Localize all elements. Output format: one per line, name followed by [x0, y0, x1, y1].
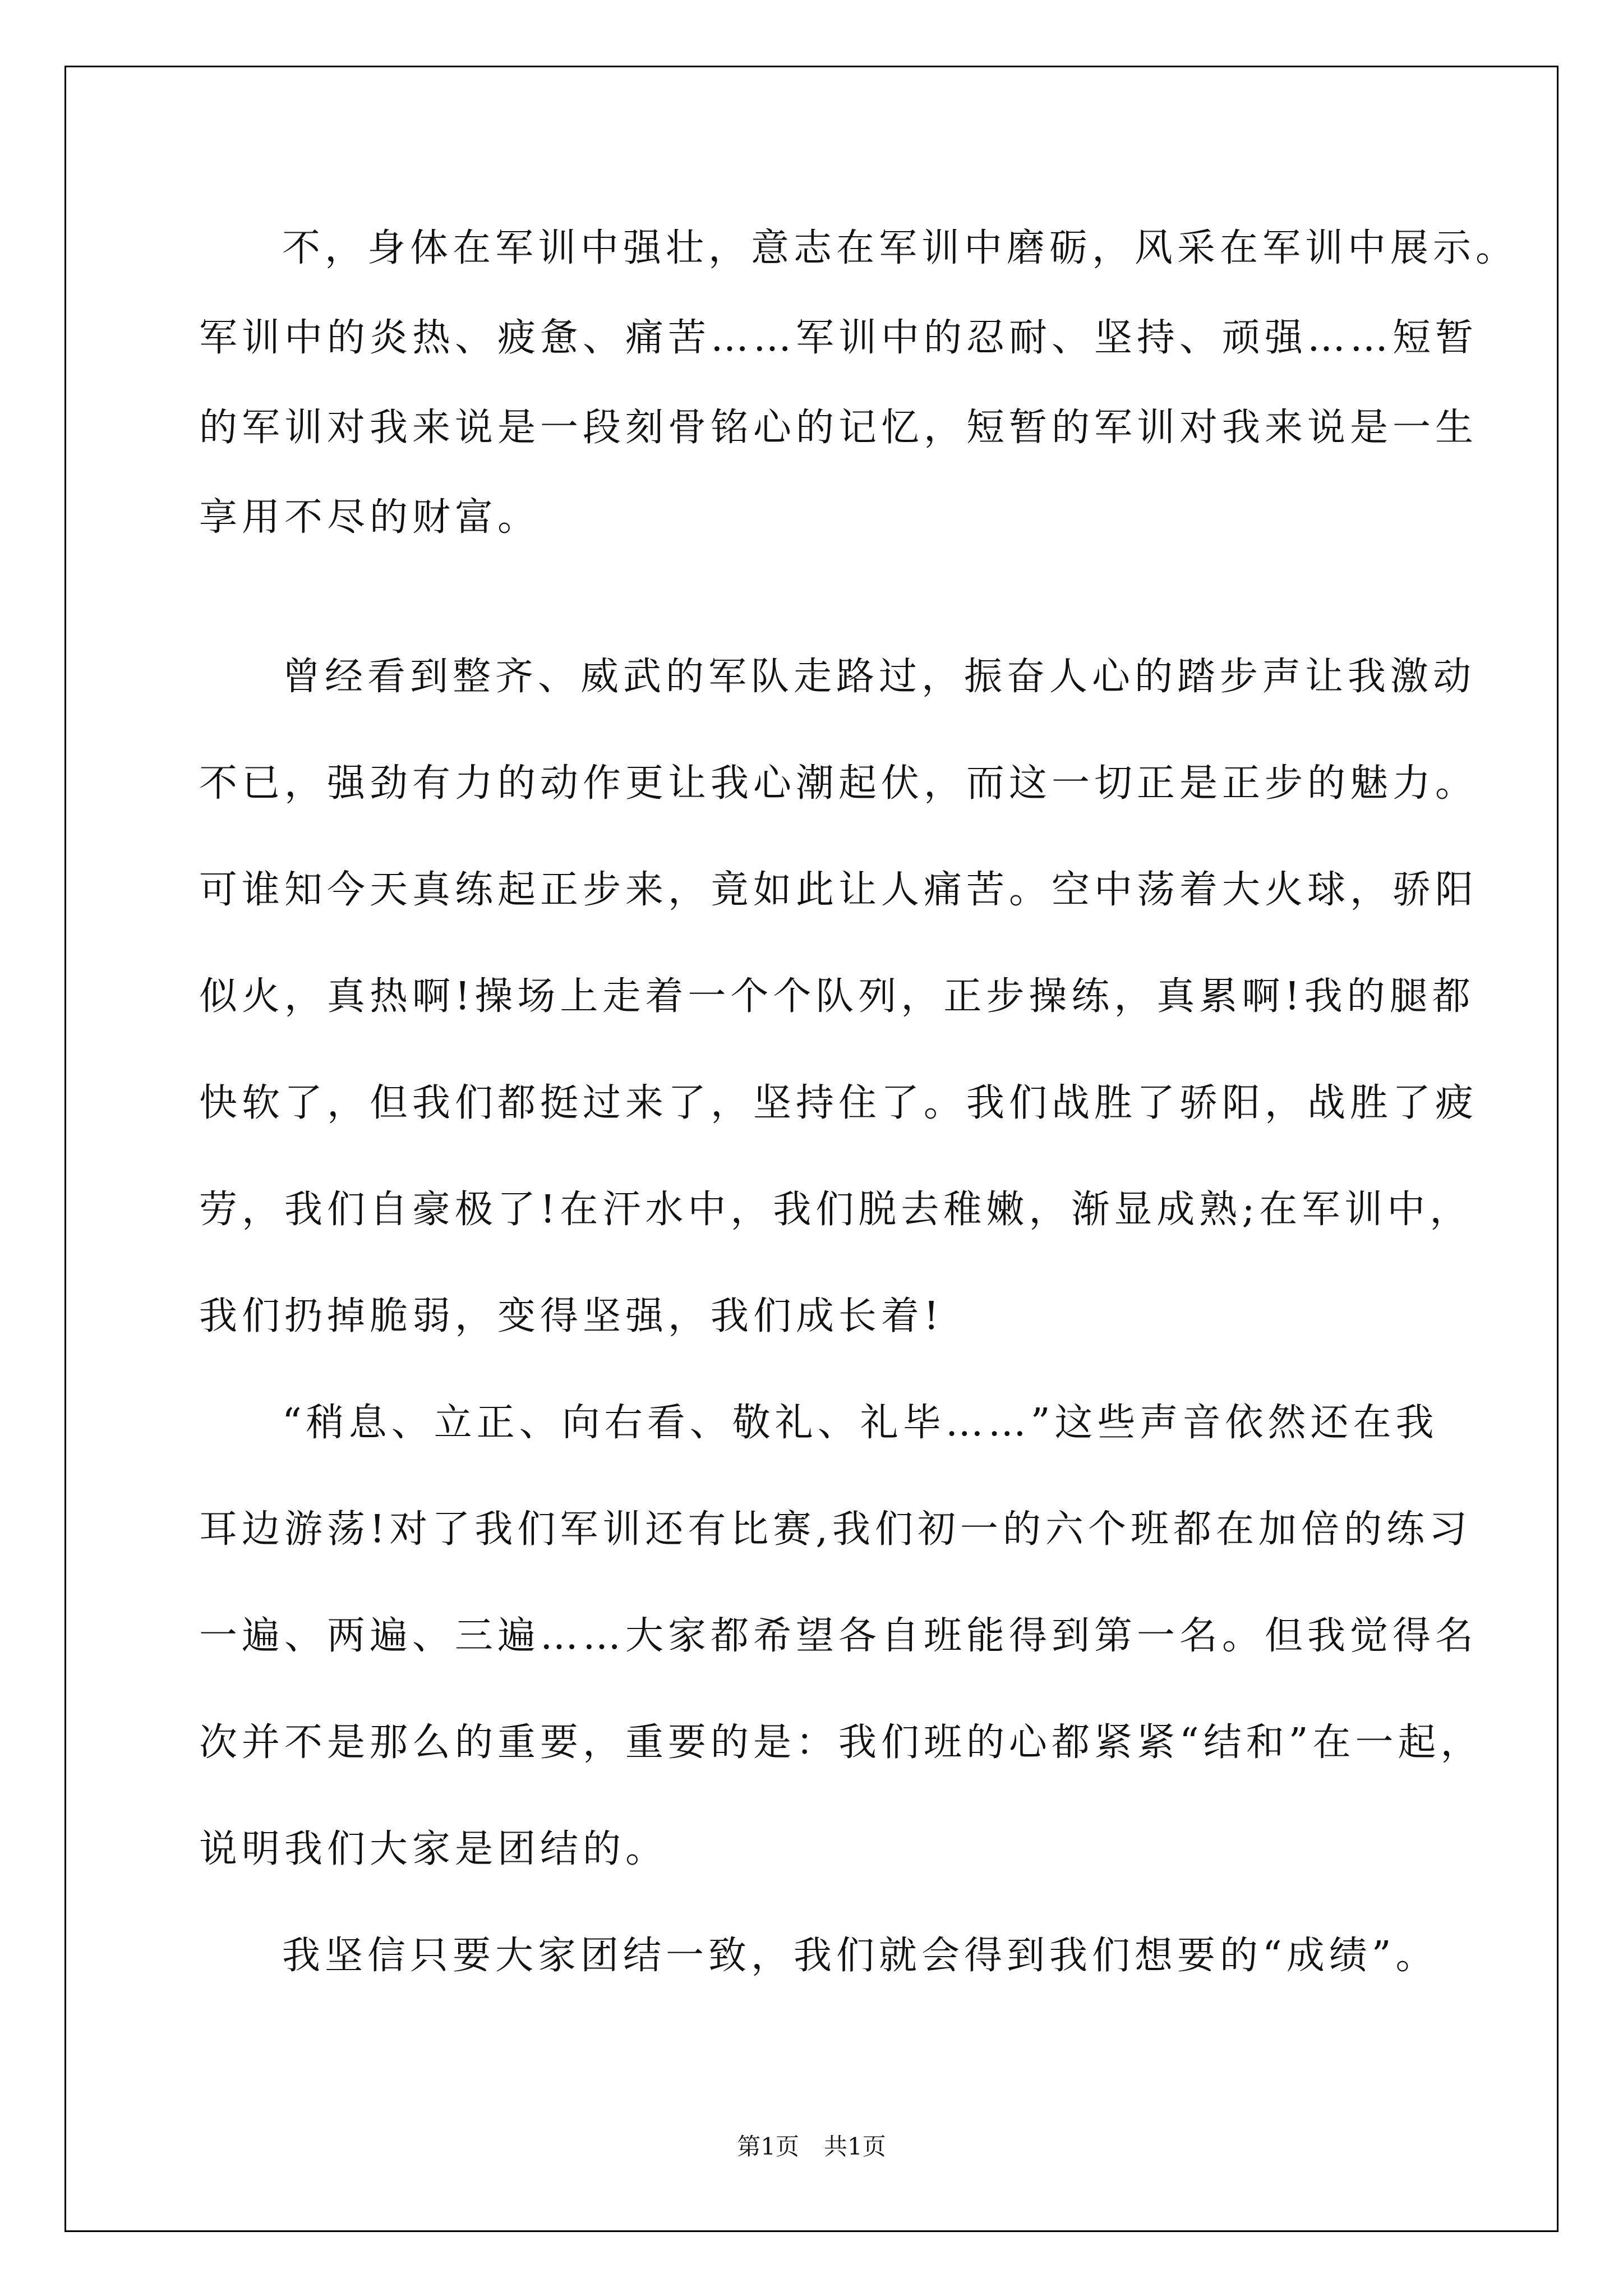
paragraph-4-line-1: 我坚信只要大家团结一致，我们就会得到我们想要的“成绩”。 — [282, 1934, 1438, 1978]
paragraph-2-line-7: 我们扔掉脆弱，变得坚强，我们成长着! — [199, 1294, 944, 1338]
paragraph-2-line-1: 曾经看到整齐、威武的军队走路过，振奋人心的踏步声让我激动 — [282, 655, 1476, 699]
paragraph-1-line-4: 享用不尽的财富。 — [199, 495, 541, 540]
paragraph-3-line-5: 说明我们大家是团结的。 — [199, 1827, 668, 1871]
paragraph-2-line-2: 不已，强劲有力的动作更让我心潮起伏，而这一切正是正步的魅力。 — [199, 761, 1478, 806]
paragraph-3-line-4: 次并不是那么的重要，重要的是：我们班的心都紧紧“结和”在一起， — [199, 1720, 1483, 1765]
page-number-total: 共1页 — [824, 2133, 886, 2160]
paragraph-3-line-2: 耳边游荡!对了我们军训还有比赛,我们初一的六个班都在加倍的练习 — [199, 1507, 1472, 1552]
paragraph-1-line-3: 的军训对我来说是一段刻骨铭心的记忆，短暂的军训对我来说是一生 — [199, 406, 1478, 450]
paragraph-2-line-4: 似火，真热啊!操场上走着一个个队列，正步操练，真累啊!我的腿都 — [199, 974, 1475, 1019]
page-footer — [0, 2133, 1623, 2161]
page-number-current: 第1页 — [737, 2133, 799, 2160]
paragraph-1-line-1: 不，身体在军训中强壮，意志在军训中磨砺，风采在军训中展示。 — [282, 226, 1519, 270]
paragraph-3-line-3: 一遍、两遍、三遍……大家都希望各自班能得到第一名。但我觉得名 — [199, 1614, 1478, 1658]
paragraph-3-line-1: “稍息、立正、向右看、敬礼、礼毕……”这些声音依然还在我 — [282, 1401, 1438, 1445]
paragraph-2-line-5: 快软了，但我们都挺过来了，坚持住了。我们战胜了骄阳，战胜了疲 — [199, 1081, 1478, 1125]
page-border — [64, 66, 1559, 2232]
paragraph-1-line-2: 军训中的炎热、疲惫、痛苦……军训中的忍耐、坚持、顽强……短暂 — [199, 316, 1478, 360]
paragraph-2-line-3: 可谁知今天真练起正步来，竟如此让人痛苦。空中荡着大火球，骄阳 — [199, 868, 1478, 912]
paragraph-2-line-6: 劳，我们自豪极了!在汗水中，我们脱去稚嫩，渐显成熟;在军训中， — [199, 1188, 1473, 1232]
